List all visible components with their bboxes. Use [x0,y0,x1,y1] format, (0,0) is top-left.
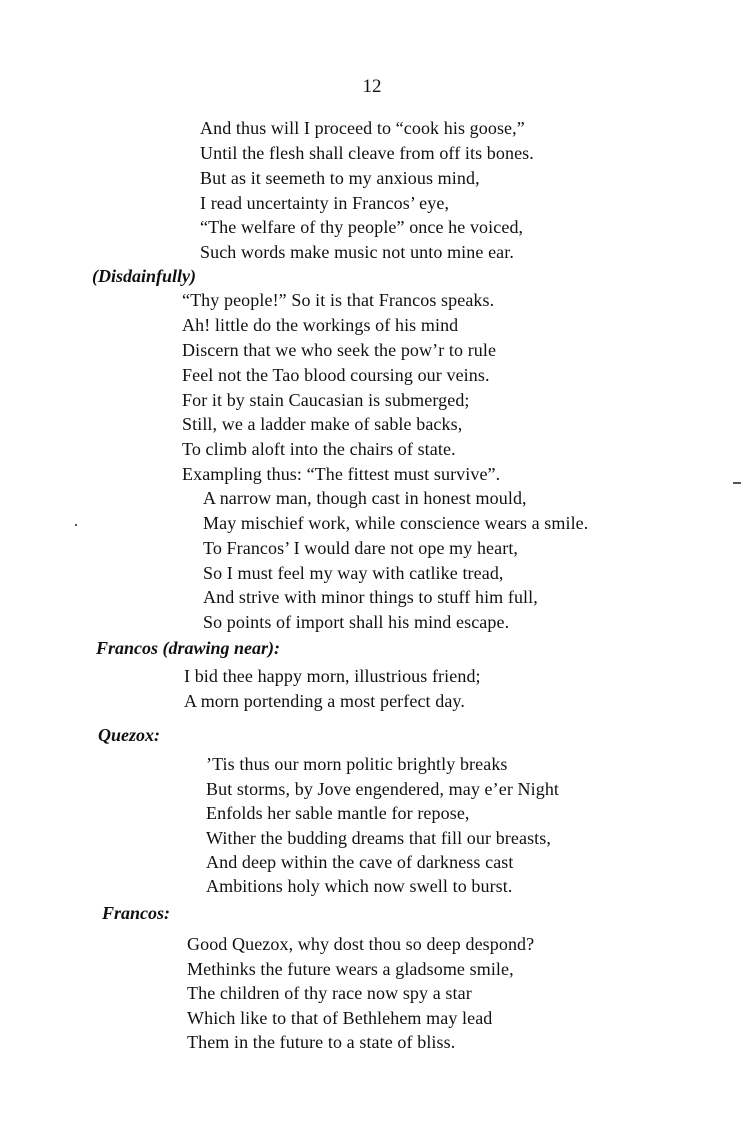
verse-line: Them in the future to a state of bliss. [187,1032,456,1052]
verse-line: A morn portending a most perfect day. [184,691,465,711]
verse-line: Enfolds her sable mantle for repose, [206,803,470,823]
verse-line: Ambitions holy which now swell to burst. [206,876,513,896]
scan-mark [733,482,741,484]
speaker-label: Quezox: [98,725,160,745]
verse-line: May mischief work, while conscience wears a smile. [203,513,589,533]
verse-line: Wither the budding dreams that fill our breasts, [206,828,551,848]
stage-direction: (Disdainfully) [92,266,197,286]
verse-line: To Francos’ I would dare not ope my heart, [203,538,519,558]
verse-line: Which like to that of Bethlehem may lead [187,1008,493,1028]
verse-line: And strive with minor things to stuff him full, [203,587,538,607]
verse-line: The children of thy race now spy a star [187,983,472,1003]
verse-line: I read uncertainty in Francos’ eye, [200,193,450,213]
verse-line: But storms, by Jove engendered, may e’er Night [206,779,560,799]
verse-line: To climb aloft into the chairs of state. [182,439,456,459]
verse-line: Methinks the future wears a gladsome smile, [187,959,514,979]
speaker-label: Francos: [102,903,171,923]
verse-line: “The welfare of thy people” once he voiced, [200,217,524,237]
verse-line: Discern that we who seek the pow’r to rule [182,340,497,360]
page-number: 12 [362,76,382,97]
verse-line: Still, we a ladder make of sable backs, [182,414,463,434]
verse-line: And deep within the cave of darkness cast [206,852,514,872]
verse-line: “Thy people!” So it is that Francos speaks. [182,290,495,310]
verse-line: For it by stain Caucasian is submerged; [182,390,470,410]
verse-line: Such words make music not unto mine ear. [200,242,514,262]
verse-line: So points of import shall his mind escape. [203,612,510,632]
verse-line: So I must feel my way with catlike tread, [203,563,504,583]
verse-line: Exampling thus: “The fittest must survive”. [182,464,501,484]
verse-line: But as it seemeth to my anxious mind, [200,168,480,188]
verse-line: A narrow man, though cast in honest mould, [203,488,527,508]
verse-line: Until the flesh shall cleave from off its bones. [200,143,534,163]
scan-mark [75,524,77,526]
verse-line: Good Quezox, why dost thou so deep despond? [187,934,535,954]
verse-line: I bid thee happy morn, illustrious friend; [184,666,481,686]
verse-line: Feel not the Tao blood coursing our veins. [182,365,490,385]
speaker-label: Francos (drawing near): [96,638,281,658]
verse-line: Ah! little do the workings of his mind [182,315,459,335]
verse-line: And thus will I proceed to “cook his goose,” [200,118,525,138]
verse-line: ’Tis thus our morn politic brightly breaks [206,754,508,774]
